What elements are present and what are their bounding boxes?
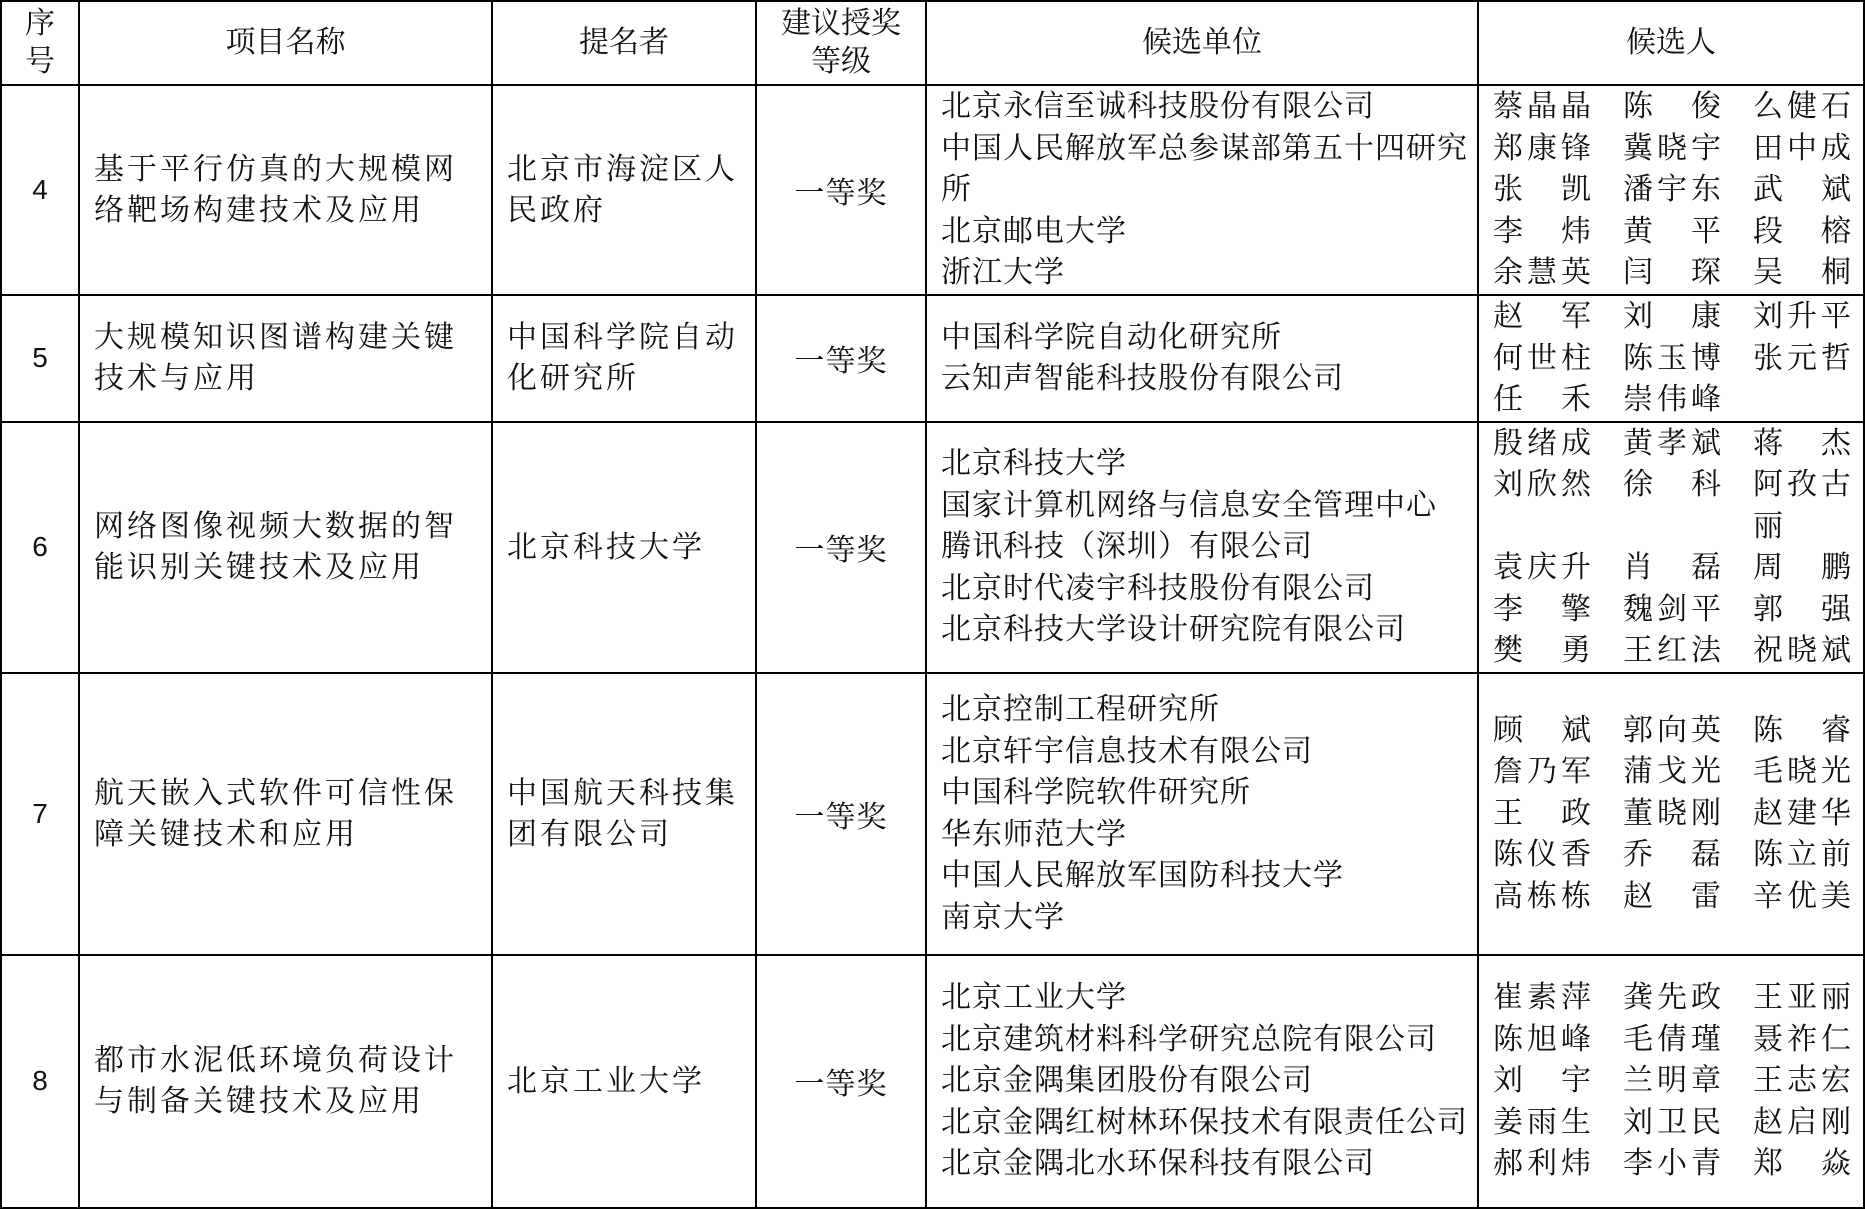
project-name: 基于平行仿真的大规模网络靶场构建技术及应用 xyxy=(79,85,492,295)
project-name: 大规模知识图谱构建关键技术与应用 xyxy=(79,295,492,422)
candidate-name: 毛晓光 xyxy=(1753,754,1851,790)
unit-item: 北京金隅红树林环保技术有限责任公司 xyxy=(941,1104,1468,1140)
candidate-name: 詹乃军 xyxy=(1493,754,1591,790)
candidate-name: 陈旭峰 xyxy=(1493,1021,1591,1057)
candidate-name: 刘升平 xyxy=(1753,299,1851,334)
candidate-name: 乔磊 xyxy=(1623,837,1721,873)
table-row xyxy=(1,295,1864,422)
award-grade: 一等奖 xyxy=(756,85,926,295)
candidate-units xyxy=(926,295,1478,422)
candidate-name: 顾斌 xyxy=(1493,712,1591,748)
unit-item: 北京时代凌宇科技股份有限公司 xyxy=(941,570,1375,606)
candidate-name: 刘宇 xyxy=(1493,1063,1591,1099)
candidate-name: 郭向英 xyxy=(1623,712,1721,748)
unit-item: 云知声智能科技股份有限公司 xyxy=(941,361,1344,397)
candidate-name: 王亚丽 xyxy=(1753,980,1851,1016)
candidate-row xyxy=(1493,211,1851,253)
candidate-name: 赵军 xyxy=(1493,299,1591,334)
candidate-name: 兰明章 xyxy=(1623,1063,1721,1099)
nominator: 北京工业大学 xyxy=(492,955,756,1208)
candidate-row xyxy=(1493,876,1851,918)
header-nominator: 提名者 xyxy=(492,1,756,85)
candidate-row xyxy=(1493,379,1851,421)
candidate-name: 冀晓宇 xyxy=(1623,130,1721,166)
table-row xyxy=(1,85,1864,295)
candidate-row xyxy=(1493,1102,1851,1144)
candidate-name: 周鹏 xyxy=(1753,550,1851,585)
nominator: 北京市海淀区人民政府 xyxy=(492,85,756,295)
row-number: 6 xyxy=(1,422,79,673)
candidate-row xyxy=(1493,547,1851,589)
candidate-name: 王志宏 xyxy=(1753,1063,1851,1099)
header-candidates: 候选人 xyxy=(1478,1,1864,85)
nominator: 中国航天科技集团有限公司 xyxy=(492,673,756,955)
candidate-row xyxy=(1493,710,1851,752)
candidate-name: 闫琛 xyxy=(1623,255,1721,291)
candidate-name: 崔素萍 xyxy=(1493,980,1591,1016)
candidate-name: 张元哲 xyxy=(1753,340,1851,376)
candidate-row xyxy=(1493,464,1851,547)
candidate-row xyxy=(1493,296,1851,338)
candidate-name: 郝利炜 xyxy=(1493,1146,1591,1182)
row-number: 7 xyxy=(1,673,79,955)
unit-item: 北京控制工程研究所 xyxy=(941,692,1220,727)
candidate-name: 祝晓斌 xyxy=(1753,633,1851,668)
award-grade: 一等奖 xyxy=(756,955,926,1208)
candidate-row xyxy=(1493,834,1851,876)
candidate-name: 蒲戈光 xyxy=(1623,754,1721,790)
candidate-name: 武斌 xyxy=(1753,172,1851,208)
row-number: 4 xyxy=(1,85,79,295)
candidate-name: 肖磊 xyxy=(1623,550,1721,585)
candidate-row xyxy=(1493,169,1851,211)
candidate-row xyxy=(1493,128,1851,170)
candidate-name: 樊勇 xyxy=(1493,633,1591,668)
unit-item: 北京轩宇信息技术有限公司 xyxy=(941,733,1313,769)
unit-item: 中国人民解放军总参谋部第五十四研究所 xyxy=(941,130,1468,208)
candidate-units xyxy=(926,422,1478,673)
table-row xyxy=(1,673,1864,955)
header-grade: 建议授奖等级 xyxy=(756,1,926,85)
header-row xyxy=(1,1,1864,85)
candidate-row xyxy=(1493,252,1851,294)
candidate-name: 黄孝斌 xyxy=(1623,425,1721,461)
candidate-name: 郑焱 xyxy=(1753,1146,1851,1182)
unit-item: 北京建筑材料科学研究总院有限公司 xyxy=(941,1021,1437,1057)
award-grade: 一等奖 xyxy=(756,422,926,673)
candidate-name: 王政 xyxy=(1493,795,1591,831)
header-units: 候选单位 xyxy=(926,1,1478,85)
candidate-name: 陈玉博 xyxy=(1623,340,1721,376)
candidate-name: 陈立前 xyxy=(1753,837,1851,873)
candidate-name: 李小青 xyxy=(1623,1146,1721,1182)
candidate-row xyxy=(1493,1019,1851,1061)
candidate-name: 袁庆升 xyxy=(1493,550,1591,585)
candidates xyxy=(1478,955,1864,1208)
project-name: 航天嵌入式软件可信性保障关键技术和应用 xyxy=(79,673,492,955)
candidate-name: 陈睿 xyxy=(1753,712,1851,748)
unit-item: 南京大学 xyxy=(941,899,1065,935)
candidate-name: 辛优美 xyxy=(1753,878,1851,914)
candidate-units xyxy=(926,673,1478,955)
unit-item: 北京金隅北水环保科技有限公司 xyxy=(941,1146,1375,1182)
header-no: 序号 xyxy=(1,1,79,85)
candidate-name: 蔡晶晶 xyxy=(1493,89,1591,125)
unit-item: 北京科技大学设计研究院有限公司 xyxy=(941,612,1406,648)
candidate-name: 段榕 xyxy=(1753,213,1851,249)
candidate-row xyxy=(1493,1060,1851,1102)
award-grade: 一等奖 xyxy=(756,295,926,422)
candidate-row xyxy=(1493,423,1851,465)
candidate-name: 聂祚仁 xyxy=(1753,1021,1851,1057)
candidate-name: 李擎 xyxy=(1493,591,1591,627)
unit-item: 中国科学院自动化研究所 xyxy=(941,319,1282,355)
candidate-name: 刘康 xyxy=(1623,299,1721,334)
candidate-name: 王红法 xyxy=(1623,633,1721,668)
candidate-name: 潘宇东 xyxy=(1623,172,1721,208)
unit-item: 华东师范大学 xyxy=(941,816,1127,852)
unit-item: 北京金隅集团股份有限公司 xyxy=(941,1063,1313,1099)
candidate-name: 高栋栋 xyxy=(1493,878,1591,914)
candidate-name: 吴桐 xyxy=(1753,255,1851,291)
candidate-name: 崇伟峰 xyxy=(1623,382,1721,417)
candidate-name: 何世柱 xyxy=(1493,340,1591,376)
project-name: 都市水泥低环境负荷设计与制备关键技术及应用 xyxy=(79,955,492,1208)
candidate-units xyxy=(926,955,1478,1208)
candidate-row xyxy=(1493,793,1851,835)
unit-item: 北京邮电大学 xyxy=(941,213,1127,249)
candidate-row xyxy=(1493,86,1851,128)
candidate-row xyxy=(1493,630,1851,672)
candidate-name: 黄平 xyxy=(1623,213,1721,249)
unit-item: 浙江大学 xyxy=(941,255,1065,291)
candidate-name: 徐科 xyxy=(1623,467,1721,502)
row-number: 8 xyxy=(1,955,79,1208)
candidates xyxy=(1478,422,1864,673)
candidate-name: 张凯 xyxy=(1493,172,1591,208)
table-row xyxy=(1,422,1864,673)
table-row xyxy=(1,955,1864,1208)
candidate-name: 毛倩瑾 xyxy=(1623,1021,1721,1057)
unit-item: 中国科学院软件研究所 xyxy=(941,775,1251,810)
candidate-name: 赵建华 xyxy=(1753,795,1851,831)
candidate-row xyxy=(1493,338,1851,380)
candidate-name: 余慧英 xyxy=(1493,255,1591,291)
candidate-name: 刘卫民 xyxy=(1623,1104,1721,1140)
nominator: 中国科学院自动化研究所 xyxy=(492,295,756,422)
candidate-row xyxy=(1493,751,1851,793)
candidate-name: 蒋杰 xyxy=(1753,425,1851,461)
candidate-name: 李炜 xyxy=(1493,213,1591,249)
candidate-name: 姜雨生 xyxy=(1493,1104,1591,1140)
row-number: 5 xyxy=(1,295,79,422)
candidate-name: 龚先政 xyxy=(1623,980,1721,1016)
project-name: 网络图像视频大数据的智能识别关键技术及应用 xyxy=(79,422,492,673)
candidate-units xyxy=(926,85,1478,295)
candidates xyxy=(1478,673,1864,955)
header-project: 项目名称 xyxy=(79,1,492,85)
candidate-name: 赵雷 xyxy=(1623,878,1721,914)
candidate-name: 任禾 xyxy=(1493,382,1591,417)
candidates xyxy=(1478,295,1864,422)
candidate-name: 么健石 xyxy=(1753,89,1851,125)
candidate-name xyxy=(1753,379,1851,421)
candidate-row xyxy=(1493,1143,1851,1185)
nominator: 北京科技大学 xyxy=(492,422,756,673)
candidate-name: 陈俊 xyxy=(1623,89,1721,125)
candidate-name: 赵启刚 xyxy=(1753,1104,1851,1140)
candidate-row xyxy=(1493,977,1851,1019)
candidates xyxy=(1478,85,1864,295)
unit-item: 国家计算机网络与信息安全管理中心 xyxy=(941,487,1437,523)
candidate-row xyxy=(1493,589,1851,631)
unit-item: 北京工业大学 xyxy=(941,980,1127,1016)
unit-item: 中国人民解放军国防科技大学 xyxy=(941,858,1344,893)
unit-item: 北京永信至诚科技股份有限公司 xyxy=(941,89,1375,125)
candidate-name: 刘欣然 xyxy=(1493,467,1591,502)
candidate-name: 魏剑平 xyxy=(1623,591,1721,627)
award-grade: 一等奖 xyxy=(756,673,926,955)
candidate-name: 阿孜古丽 xyxy=(1753,467,1851,544)
candidate-name: 郑康锋 xyxy=(1493,130,1591,166)
unit-item: 腾讯科技（深圳）有限公司 xyxy=(941,529,1313,565)
candidate-name: 董晓刚 xyxy=(1623,795,1721,831)
unit-item: 北京科技大学 xyxy=(941,446,1127,482)
candidate-name: 殷绪成 xyxy=(1493,425,1591,461)
candidate-name: 田中成 xyxy=(1753,130,1851,166)
candidate-name: 陈仪香 xyxy=(1493,837,1591,873)
candidate-name: 郭强 xyxy=(1753,591,1851,627)
